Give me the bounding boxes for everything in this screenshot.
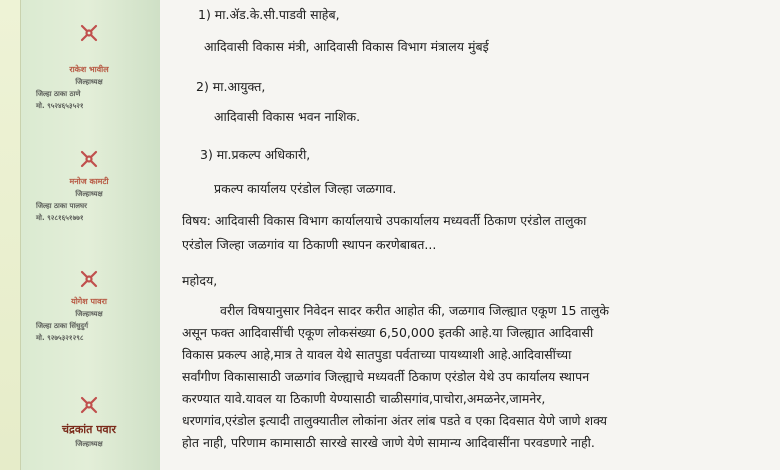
recipient-3-title: 3) मा.प्रकल्प अधिकारी, [200, 147, 311, 162]
recipient-1-designation: आदिवासी विकास मंत्री, आदिवासी विकास विभाग मंत्रालय मुंबई [204, 39, 489, 54]
recipient-2-designation: आदिवासी विकास भवन नाशिक. [214, 109, 361, 124]
body-line: वरील विषयानुसार निवेदन सादर करीत आहोत की, जळगाव जिल्ह्यात एकूण 15 तालुके [220, 303, 609, 318]
body-line: होत नाही, परिणाम कामासाठी सारखे सारखे जाणे येणे सामान्य आदिवासींना परवडणारे नाही. [182, 435, 595, 450]
sidebar-entry [22, 58, 156, 111]
member-location: जिल्हा ठाका पालघर [36, 202, 88, 210]
sidebar-entry [22, 268, 156, 343]
subject-line: विषय: आदिवासी विकास विभाग कार्यालयाचे उपकार्यालय मध्यवर्ती ठिकाण एरंडोल तालुका [182, 213, 587, 228]
body-line: करण्यात यावे.यावल या ठिकाणी येण्यासाठी चाळीसगांव,पाचोरा,अमळनेर,जामनेर, [182, 391, 546, 406]
member-mobile: मो. ९२७५३२१२९८ [36, 334, 84, 342]
emblem-icon [78, 268, 100, 290]
member-name: योगेश पावरा [71, 297, 107, 306]
sidebar-newspaper-column [0, 0, 162, 470]
member-location: जिल्हा ठाका सिंधुदुर्ग [36, 322, 89, 330]
member-role: जिल्हाध्यक्ष [75, 78, 103, 86]
letter-document [160, 0, 780, 470]
body-line: असून फक्त आदिवासींची एकूण लोकसंख्या 6,50,000 इतकी आहे.या जिल्ह्यात आदिवासी [182, 325, 594, 340]
member-mobile: मो. ९५२४६५३५२१ [36, 102, 84, 110]
emblem-icon [78, 148, 100, 170]
member-name: मनोज कामटी [69, 177, 109, 186]
member-role: जिल्हाध्यक्ष [75, 190, 103, 198]
member-mobile: मो. ९२८१६५१७७१ [36, 214, 84, 222]
sidebar-edge-strip [0, 0, 21, 470]
body-line: विकास प्रकल्प आहे,मात्र ते यावल येथे सातपुडा पर्वताच्या पायथ्याशी आहे.आदिवासींच्या [182, 347, 572, 362]
sidebar-entry [22, 148, 156, 223]
emblem-icon [78, 394, 100, 416]
member-location: जिल्हा ठाका ठाणे [36, 90, 81, 98]
salutation: महोदय, [182, 273, 218, 288]
body-line: धरणगांव,एरंडोल इत्यादी तालुक्यातील लोकांना अंतर लांब पडते व एका दिवसात येणे जाणे शक्य [182, 413, 608, 428]
recipient-2-title: 2) मा.आयुक्त, [196, 79, 266, 94]
member-name: चंद्रकांत पवार [62, 423, 116, 436]
sidebar-entry [22, 22, 156, 44]
body-line: सर्वांगीण विकासासाठी जळगांव जिल्ह्याचे मध्यवर्ती ठिकाण एरंडोल येथे उप कार्यालय स्थापन [182, 369, 590, 384]
member-role: जिल्हाध्यक्ष [75, 440, 103, 448]
body-paragraph [182, 300, 772, 454]
emblem-icon [78, 22, 100, 44]
sidebar-entry [22, 394, 156, 449]
recipient-1-title: 1) मा.ॲड.के.सी.पाडवी साहेब, [198, 7, 340, 22]
member-role: जिल्हाध्यक्ष [75, 310, 103, 318]
subject-line: एरंडोल जिल्हा जळगांव या ठिकाणी स्थापन करणेबाबत... [182, 237, 437, 252]
member-name: राकेश भावील [69, 65, 109, 74]
recipient-3-designation: प्रकल्प कार्यालय एरंडोल जिल्हा जळगाव. [214, 181, 397, 196]
